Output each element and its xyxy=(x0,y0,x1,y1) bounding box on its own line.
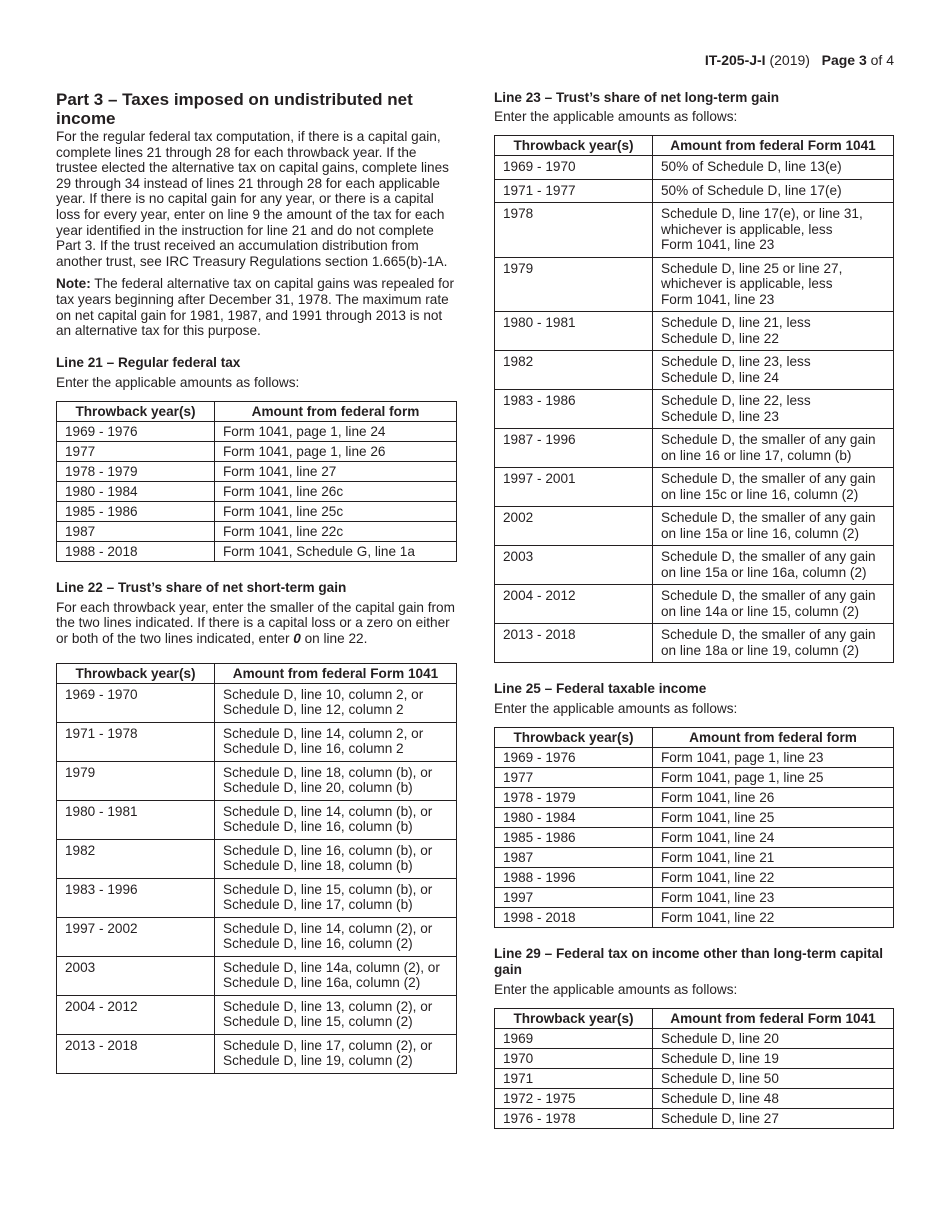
amount-source-cell: Schedule D, line 17, column (2), or Schedule D, line 19, column (2) xyxy=(215,1034,457,1073)
amount-source-cell: Schedule D, line 48 xyxy=(653,1089,894,1109)
amount-source-cell: Form 1041, line 24 xyxy=(653,828,894,848)
table-header-row xyxy=(495,1009,894,1029)
throwback-year-cell: 1987 - 1996 xyxy=(495,429,653,468)
table-row xyxy=(495,312,894,351)
amount-source-cell: Schedule D, line 18, column (b), or Schedule D, line 20, column (b) xyxy=(215,761,457,800)
col-header-amount-source: Amount from federal Form 1041 xyxy=(653,136,894,156)
table-row xyxy=(495,203,894,258)
throwback-year-cell: 1971 xyxy=(495,1069,653,1089)
throwback-year-cell: 1982 xyxy=(57,839,215,878)
col-header-throwback-year: Throwback year(s) xyxy=(57,663,215,683)
col-header-throwback-year: Throwback year(s) xyxy=(495,728,653,748)
amount-source-cell: Form 1041, line 26 xyxy=(653,788,894,808)
amount-source-cell: Schedule D, line 20 xyxy=(653,1029,894,1049)
table-row xyxy=(495,156,894,180)
table-row xyxy=(57,683,457,722)
throwback-year-cell: 1987 xyxy=(495,848,653,868)
col-header-throwback-year: Throwback year(s) xyxy=(495,136,653,156)
throwback-year-cell: 1979 xyxy=(57,761,215,800)
line22-table xyxy=(56,663,457,1074)
part3-title: Part 3 – Taxes imposed on undistributed net income xyxy=(56,90,413,128)
throwback-year-cell: 2003 xyxy=(57,956,215,995)
amount-source-cell: Schedule D, the smaller of any gain on line 15c or line 16, column (2) xyxy=(653,468,894,507)
table-row xyxy=(57,541,457,561)
page-header xyxy=(705,52,894,68)
table-row xyxy=(495,390,894,429)
amount-source-cell: Form 1041, line 22c xyxy=(215,521,457,541)
line22-intro xyxy=(56,600,457,647)
throwback-year-cell: 1976 - 1978 xyxy=(495,1109,653,1129)
throwback-year-cell: 1972 - 1975 xyxy=(495,1089,653,1109)
table-row xyxy=(495,1089,894,1109)
line22-intro-zero: 0 xyxy=(293,630,301,646)
amount-source-cell: Form 1041, line 23 xyxy=(653,888,894,908)
throwback-year-cell: 1980 - 1981 xyxy=(57,800,215,839)
throwback-year-cell: 2004 - 2012 xyxy=(495,585,653,624)
table-row xyxy=(57,441,457,461)
throwback-year-cell: 1969 - 1970 xyxy=(57,683,215,722)
table-row xyxy=(57,481,457,501)
table-row xyxy=(495,868,894,888)
amount-source-cell: Schedule D, line 14, column (2), or Schedule D, line 16, column (2) xyxy=(215,917,457,956)
line21-title: Line 21 – Regular federal tax xyxy=(56,354,241,370)
amount-source-cell: Form 1041, page 1, line 25 xyxy=(653,768,894,788)
line29-subtitle: Enter the applicable amounts as follows: xyxy=(494,982,738,997)
form-id: IT-205-J-I xyxy=(704,52,766,68)
throwback-year-cell: 2002 xyxy=(495,507,653,546)
throwback-year-cell: 1969 - 1976 xyxy=(495,748,653,768)
amount-source-cell: Schedule D, the smaller of any gain on line 14a or line 15, column (2) xyxy=(653,585,894,624)
throwback-year-cell: 1971 - 1978 xyxy=(57,722,215,761)
line22-title: Line 22 – Trust’s share of net short-term gain xyxy=(56,579,347,595)
throwback-year-cell: 1988 - 1996 xyxy=(495,868,653,888)
line23-title: Line 23 – Trust’s share of net long-term gain xyxy=(494,90,780,105)
throwback-year-cell: 1985 - 1986 xyxy=(495,828,653,848)
table-row xyxy=(495,888,894,908)
throwback-year-cell: 2013 - 2018 xyxy=(57,1034,215,1073)
throwback-year-cell: 1977 xyxy=(495,768,653,788)
amount-source-cell: Schedule D, line 17(e), or line 31, whichever is applicable, less Form 1041, line 23 xyxy=(653,203,894,258)
amount-source-cell: Schedule D, line 14, column 2, or Schedule D, line 16, column 2 xyxy=(215,722,457,761)
throwback-year-cell: 2003 xyxy=(495,546,653,585)
throwback-year-cell: 1997 - 2002 xyxy=(57,917,215,956)
part3-intro: For the regular federal tax computation, if there is a capital gain, complete lines 21 through 28 for each throwback year. If the trustee elected the alternative tax on capital gains, complete lines 29 through 34 instead of lines 21 through 28 for each applicable year. If there is no capital gain for any year, or there is a capital loss for every year, enter on line 9 the amount of the tax for each year identified in the instruction for line 21 and do not complete Part 3. If the trust received an accumulation distribution from another trust, see IRC Treasury Regulations section 1.665(b)-1A. xyxy=(56,129,449,269)
table-row xyxy=(495,1109,894,1129)
amount-source-cell: Schedule D, the smaller of any gain on line 15a or line 16a, column (2) xyxy=(653,546,894,585)
throwback-year-cell: 1980 - 1981 xyxy=(495,312,653,351)
line23-subtitle: Enter the applicable amounts as follows: xyxy=(494,109,738,124)
amount-source-cell: Schedule D, line 23, less Schedule D, line 24 xyxy=(653,351,894,390)
table-header-row xyxy=(495,136,894,156)
page-of: of 4 xyxy=(870,52,894,68)
note-label: Note: xyxy=(56,276,91,292)
throwback-year-cell: 1997 xyxy=(495,888,653,908)
throwback-year-cell: 1969 - 1976 xyxy=(57,421,215,441)
amount-source-cell: Schedule D, line 50 xyxy=(653,1069,894,1089)
table-row xyxy=(57,761,457,800)
table-row xyxy=(495,546,894,585)
amount-source-cell: Form 1041, line 22 xyxy=(653,868,894,888)
throwback-year-cell: 1997 - 2001 xyxy=(495,468,653,507)
table-row xyxy=(57,722,457,761)
amount-source-cell: Schedule D, line 16, column (b), or Schedule D, line 18, column (b) xyxy=(215,839,457,878)
throwback-year-cell: 1982 xyxy=(495,351,653,390)
throwback-year-cell: 1980 - 1984 xyxy=(495,808,653,828)
left-column xyxy=(56,90,457,1074)
table-row xyxy=(57,878,457,917)
line29-title: Line 29 – Federal tax on income other than long-term capital gain xyxy=(494,946,884,977)
amount-source-cell: Form 1041, line 27 xyxy=(215,461,457,481)
table-row xyxy=(495,768,894,788)
table-row xyxy=(495,1049,894,1069)
line22-intro-a: For each throwback year, enter the smaller of the capital gain from the two lines indicated. If there is a capital loss or a zero on either or both of the two lines indicated, enter xyxy=(56,599,455,646)
line22-intro-b: on line 22. xyxy=(300,630,368,646)
throwback-year-cell: 1969 xyxy=(495,1029,653,1049)
table-row xyxy=(57,995,457,1034)
throwback-year-cell: 1977 xyxy=(57,441,215,461)
table-row xyxy=(495,1029,894,1049)
throwback-year-cell: 1980 - 1984 xyxy=(57,481,215,501)
line21-subtitle: Enter the applicable amounts as follows: xyxy=(56,374,300,390)
amount-source-cell: Schedule D, line 15, column (b), or Schedule D, line 17, column (b) xyxy=(215,878,457,917)
table-row xyxy=(57,521,457,541)
amount-source-cell: Form 1041, page 1, line 23 xyxy=(653,748,894,768)
line23-table xyxy=(494,135,894,663)
col-header-amount-source: Amount from federal form xyxy=(215,401,457,421)
throwback-year-cell: 1983 - 1996 xyxy=(57,878,215,917)
table-row xyxy=(495,624,894,663)
col-header-throwback-year: Throwback year(s) xyxy=(57,401,215,421)
throwback-year-cell: 1998 - 2018 xyxy=(495,908,653,928)
amount-source-cell: Schedule D, line 19 xyxy=(653,1049,894,1069)
table-row xyxy=(495,179,894,203)
table-row xyxy=(495,908,894,928)
throwback-year-cell: 1978 xyxy=(495,203,653,258)
throwback-year-cell: 1983 - 1986 xyxy=(495,390,653,429)
amount-source-cell: Form 1041, line 26c xyxy=(215,481,457,501)
throwback-year-cell: 2013 - 2018 xyxy=(495,624,653,663)
table-row xyxy=(495,351,894,390)
amount-source-cell: Schedule D, line 14a, column (2), or Schedule D, line 16a, column (2) xyxy=(215,956,457,995)
throwback-year-cell: 2004 - 2012 xyxy=(57,995,215,1034)
amount-source-cell: Form 1041, line 25c xyxy=(215,501,457,521)
table-row xyxy=(57,800,457,839)
amount-source-cell: Schedule D, line 22, less Schedule D, line 23 xyxy=(653,390,894,429)
amount-source-cell: Form 1041, line 21 xyxy=(653,848,894,868)
table-row xyxy=(495,828,894,848)
table-row xyxy=(57,917,457,956)
amount-source-cell: Schedule D, line 13, column (2), or Schedule D, line 15, column (2) xyxy=(215,995,457,1034)
line25-subtitle: Enter the applicable amounts as follows: xyxy=(494,701,738,716)
col-header-amount-source: Amount from federal Form 1041 xyxy=(653,1009,894,1029)
line25-table xyxy=(494,727,894,928)
throwback-year-cell: 1971 - 1977 xyxy=(495,179,653,203)
amount-source-cell: Schedule D, line 25 or line 27, whichever is applicable, less Form 1041, line 23 xyxy=(653,257,894,312)
amount-source-cell: Schedule D, the smaller of any gain on line 15a or line 16, column (2) xyxy=(653,507,894,546)
table-row xyxy=(495,585,894,624)
amount-source-cell: Schedule D, line 27 xyxy=(653,1109,894,1129)
amount-source-cell: 50% of Schedule D, line 13(e) xyxy=(653,156,894,180)
note-text: The federal alternative tax on capital gains was repealed for tax years beginning after December 31, 1978. The maximum rate on net capital gain for 1981, 1987, and 1991 through 2013 is not an alternative tax for this purpose. xyxy=(56,276,454,339)
amount-source-cell: Schedule D, the smaller of any gain on line 18a or line 19, column (2) xyxy=(653,624,894,663)
col-header-throwback-year: Throwback year(s) xyxy=(495,1009,653,1029)
amount-source-cell: Schedule D, line 10, column 2, or Schedule D, line 12, column 2 xyxy=(215,683,457,722)
table-row xyxy=(495,429,894,468)
amount-source-cell: Form 1041, page 1, line 24 xyxy=(215,421,457,441)
table-row xyxy=(57,421,457,441)
table-header-row xyxy=(495,728,894,748)
col-header-amount-source: Amount from federal form xyxy=(653,728,894,748)
amount-source-cell: Form 1041, line 22 xyxy=(653,908,894,928)
amount-source-cell: Form 1041, line 25 xyxy=(653,808,894,828)
amount-source-cell: Schedule D, line 21, less Schedule D, line 22 xyxy=(653,312,894,351)
right-column xyxy=(494,90,894,1129)
table-row xyxy=(495,507,894,546)
amount-source-cell: 50% of Schedule D, line 17(e) xyxy=(653,179,894,203)
page-label: Page 3 xyxy=(821,52,867,68)
table-row xyxy=(57,501,457,521)
throwback-year-cell: 1978 - 1979 xyxy=(57,461,215,481)
col-header-amount-source: Amount from federal Form 1041 xyxy=(215,663,457,683)
table-row xyxy=(57,956,457,995)
table-row xyxy=(57,1034,457,1073)
line29-table xyxy=(494,1008,894,1129)
amount-source-cell: Schedule D, the smaller of any gain on line 16 or line 17, column (b) xyxy=(653,429,894,468)
table-header-row xyxy=(57,401,457,421)
throwback-year-cell: 1987 xyxy=(57,521,215,541)
throwback-year-cell: 1978 - 1979 xyxy=(495,788,653,808)
table-row xyxy=(495,788,894,808)
amount-source-cell: Form 1041, Schedule G, line 1a xyxy=(215,541,457,561)
table-row xyxy=(495,748,894,768)
table-row xyxy=(495,808,894,828)
table-row xyxy=(495,468,894,507)
throwback-year-cell: 1970 xyxy=(495,1049,653,1069)
line21-table xyxy=(56,401,457,562)
amount-source-cell: Schedule D, line 14, column (b), or Schedule D, line 16, column (b) xyxy=(215,800,457,839)
part3-note xyxy=(56,276,457,338)
throwback-year-cell: 1969 - 1970 xyxy=(495,156,653,180)
throwback-year-cell: 1985 - 1986 xyxy=(57,501,215,521)
table-row xyxy=(57,839,457,878)
throwback-year-cell: 1988 - 2018 xyxy=(57,541,215,561)
table-row xyxy=(495,848,894,868)
amount-source-cell: Form 1041, page 1, line 26 xyxy=(215,441,457,461)
line25-title: Line 25 – Federal taxable income xyxy=(494,681,707,696)
table-row xyxy=(57,461,457,481)
form-year: (2019) xyxy=(769,52,810,68)
table-row xyxy=(495,257,894,312)
table-header-row xyxy=(57,663,457,683)
table-row xyxy=(495,1069,894,1089)
throwback-year-cell: 1979 xyxy=(495,257,653,312)
